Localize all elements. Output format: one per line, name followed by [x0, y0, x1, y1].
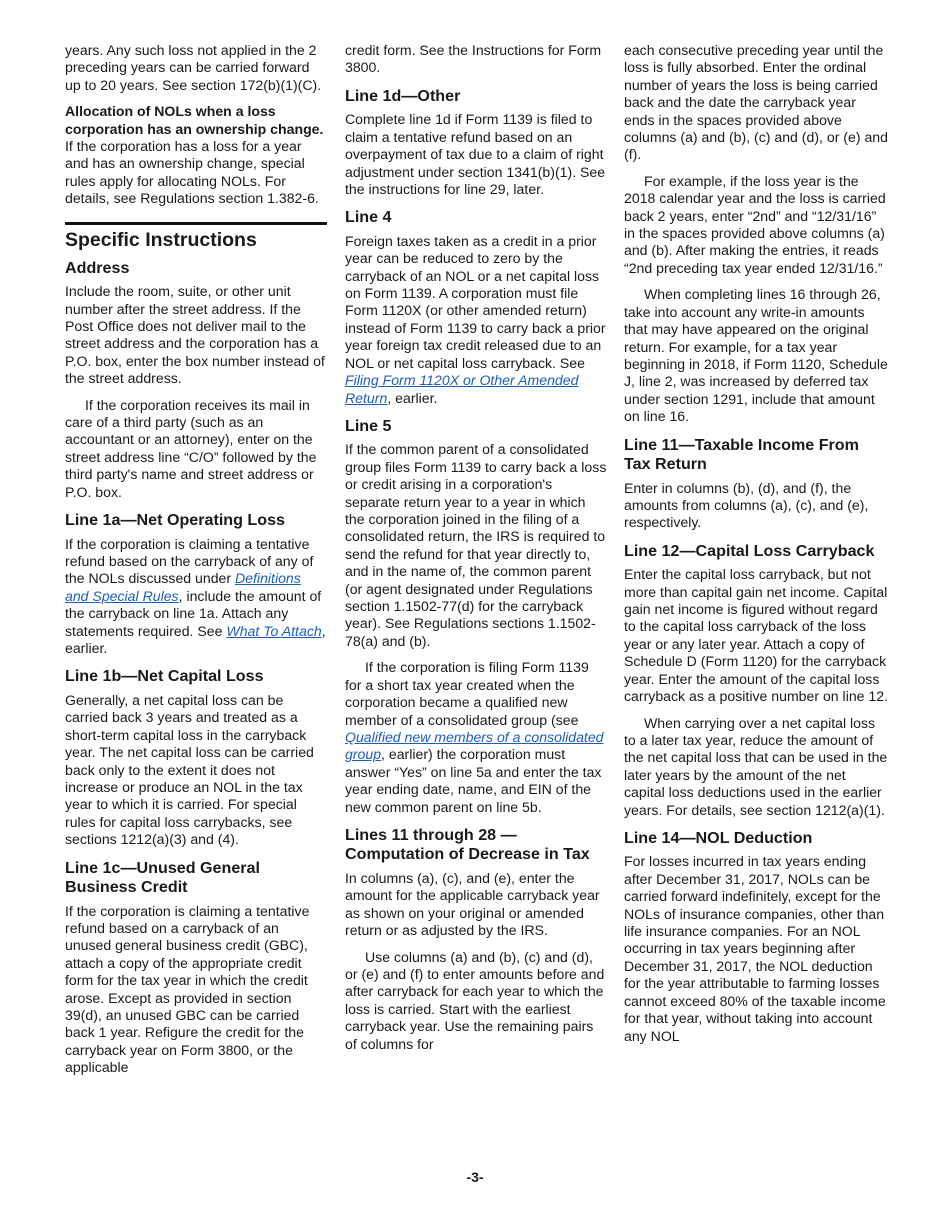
paragraph: Use columns (a) and (b), (c) and (d), or (e) and (f) to enter amounts before and after carryback for each year to which the loss is carried. Start with the earliest carryback year. Use the remaining pairs of columns for: [345, 948, 605, 1052]
link-definitions-special-rules[interactable]: Definitions and Special Rules: [65, 570, 301, 604]
paragraph: years. Any such loss not applied in the 2 preceding years can be carried forward up to 20 years. See section 172(b)(1)(C).: [65, 42, 322, 93]
heading-line-1b: Line 1b—Net Capital Loss: [65, 667, 264, 686]
heading-line-12: Line 12—Capital Loss Carryback: [624, 541, 875, 560]
heading-line-5: Line 5: [345, 416, 392, 435]
link-what-to-attach[interactable]: What To Attach: [226, 622, 322, 639]
section-title: Specific Instructions: [65, 228, 257, 251]
page-number: -3-: [466, 1169, 484, 1185]
column-2: [345, 42, 607, 1062]
paragraph: If the common parent of a consolidated group files Form 1139 to carry back a loss or credit arising in a corporation's separate return year to a year in which the corporation joined in the filing of a consolidated return, the IRS is required to send the refund for that year directly to, and in the name of, the common parent (or agent designated under Regulations section 1.1502-77(d) for the carryback year). See Regulations sections 1.1502-78(a) and (b).: [345, 441, 607, 649]
paragraph: In columns (a), (c), and (e), enter the amount for the applicable carryback year as shown on your original or amended return or as adjusted by the IRS.: [345, 869, 600, 939]
paragraph: If the corporation receives its mail in care of a third party (such as an accountant or an attorney), enter on the street address line “C/O” followed by the third party's name and street address or P.O. box.: [65, 396, 317, 500]
paragraph: Allocation of NOLs when a loss corporation has an ownership change. If the corporation has a loss for a year and has an ownership change, special rules apply for allocating NOLs. For details, see Regulations section 1.382-6.: [65, 103, 324, 207]
paragraph: When carrying over a net capital loss to a later tax year, reduce the amount of the net capital loss that can be used in the later years by the amount of the net capital loss deductions used in the earlier years. For details, see section 1212(a)(1).: [624, 714, 888, 818]
paragraph: If the corporation is claiming a tentative refund based on the carryback of any of the NOLs discussed under Definitions and Special Rules, include the amount of the carryback on line 1a. Attach any statements required. See What To Attach, earlier.: [65, 535, 326, 656]
paragraph: If the corporation is claiming a tentative refund based on a carryback of an unused general business credit (GBC), attach a copy of the appropriate credit form for the tax year in which the credit arose. Except as provided in section 39(d), an unused GBC can be carried back 1 year. Refigure the credit for the carryback year on Form 3800, or the applicable: [65, 902, 310, 1076]
run-in-heading: Allocation of NOLs when a loss corporation has an ownership change.: [65, 103, 324, 137]
heading-line-1c: Line 1c—Unused General Business Credit: [65, 858, 260, 897]
paragraph: For losses incurred in tax years ending after December 31, 2017, NOLs can be carried forward indefinitely, except for the NOLs of insurance companies, other than life insurance companies. For an NOL occurring in tax years beginning after December 31, 2017, the NOL deduction for the year attributable to farming losses cannot exceed 80% of the taxable income for that year, without taking into account any NOL: [624, 853, 886, 1044]
heading-line-1a: Line 1a—Net Operating Loss: [65, 511, 285, 530]
paragraph: Complete line 1d if Form 1139 is filed to claim a tentative refund based on an overpayment of tax due to a claim of right adjustment under section 1341(b)(1). See the instructions for line 29, later.: [345, 111, 606, 197]
paragraph: credit form. See the Instructions for Form 3800.: [345, 42, 602, 76]
paragraph: Enter the capital loss carryback, but not more than capital gain net income. Capital gain net income is figured without regard to the capital loss carryback of the loss year or any later year. Attach a copy of Schedule D (Form 1120) for the carryback year. Enter the amount of the capital loss carryback as a positive number on line 12.: [624, 566, 889, 705]
heading-lines-11-28: Lines 11 through 28 — Computation of Decrease in Tax: [345, 825, 590, 864]
heading-address: Address: [65, 258, 130, 277]
paragraph: Generally, a net capital loss can be carried back 3 years and treated as a short-term capital loss in the carryback year. The net capital loss can be carried back only to the extent it does not increase or produce an NOL in the tax year to which it is carried. For special rules for capital loss carrybacks, see sections 1212(a)(3) and (4).: [65, 691, 314, 848]
paragraph: Enter in columns (b), (d), and (f), the amounts from columns (a), (c), and (e), respectively.: [624, 479, 869, 531]
paragraph: When completing lines 16 through 26, take into account any write-in amounts that may have appeared on the original return. For example, for a tax year beginning in 2018, if Form 1120, Schedule J, line 2, was increased by deferred tax under section 1291, include that amount on line 16.: [624, 286, 888, 425]
heading-line-4: Line 4: [345, 208, 392, 227]
paragraph: Foreign taxes taken as a credit in a prior year can be reduced to zero by the carryback of an NOL or a net capital loss on Form 1139. A corporation must file Form 1120X (or other amended return) instead of Form 1139 to carry back a prior year foreign tax credit released due to an NOL or net capital loss carryback. See Filing Form 1120X or Other Amended Return, earlier.: [345, 232, 606, 406]
paragraph: Include the room, suite, or other unit number after the street address. If the Post Office does not deliver mail to the street address and the corporation has a P.O. box, enter the box number instead of the street address.: [65, 283, 325, 387]
column-1: [65, 42, 327, 1086]
paragraph: each consecutive preceding year until the loss is fully absorbed. Enter the ordinal number of years the loss is being carried back and the date the carryback year ends in the spaces provided above columns (a) and (b), (c) and (d), or (e) and (f).: [624, 42, 888, 163]
heading-line-11: Line 11—Taxable Income From Tax Return: [624, 435, 859, 474]
link-filing-form-1120x[interactable]: Filing Form 1120X or Other Amended Return: [345, 372, 579, 406]
heading-line-14: Line 14—NOL Deduction: [624, 828, 813, 847]
column-3: [624, 42, 889, 1054]
paragraph: If the corporation is filing Form 1139 for a short tax year created when the corporation became a qualified new member of a consolidated group (see Qualified new members of a consolidated group, earlier) the corporation must answer “Yes” on line 5a and enter the tax year ending date, name, and EIN of the new common parent on line 5b.: [345, 659, 604, 815]
heading-line-1d: Line 1d—Other: [345, 86, 461, 105]
section-rule: [65, 222, 327, 225]
link-qualified-new-members[interactable]: Qualified new members of a consolidated group: [345, 728, 604, 763]
paragraph: For example, if the loss year is the 2018 calendar year and the loss is carried back 2 years, enter “2nd” and “12/31/16” in the spaces provided above columns (a) and (b). After making the entries, it reads “2nd preceding tax year ended 12/31/16.”: [624, 172, 886, 276]
